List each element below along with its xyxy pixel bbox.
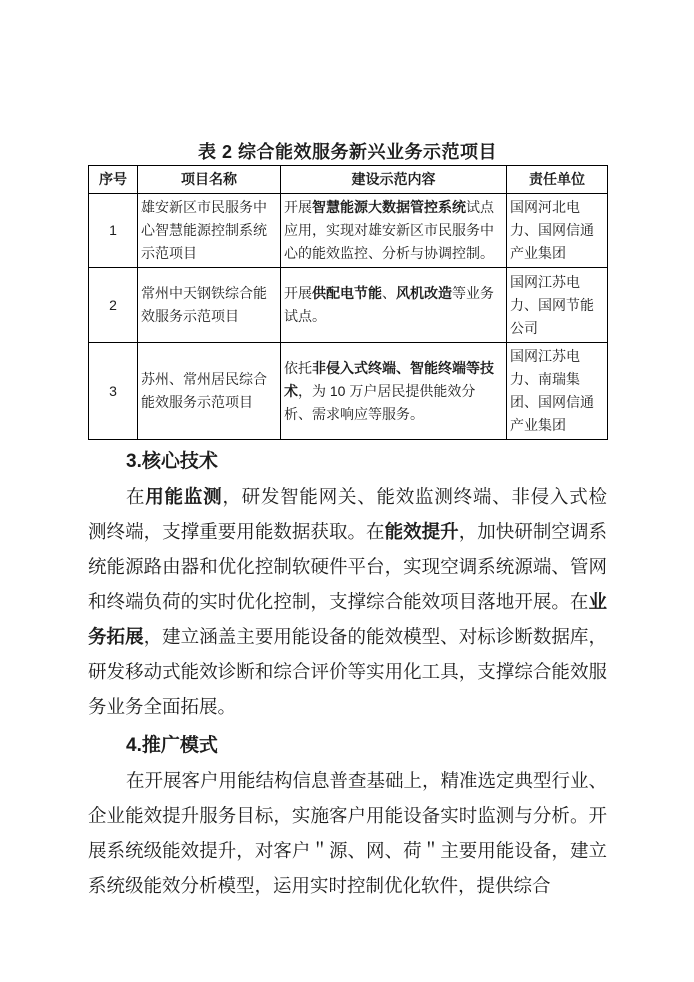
- plain-text: 在: [126, 486, 146, 507]
- table-header-row: [89, 166, 608, 194]
- plain-text: ，建立涵盖主要用能设备的能效模型、对标诊断数据库，研发移动式能效诊断和综合评价等实用化工具，支撑综合能效服务业务全面拓展。: [88, 626, 607, 717]
- column-header-content: 建设示范内容: [281, 166, 507, 194]
- emphasis-text: 供配电节能: [312, 285, 382, 301]
- cell-responsible-unit: 国网江苏电力、南瑞集团、国网信通产业集团: [507, 343, 608, 440]
- column-header-name: 项目名称: [138, 166, 281, 194]
- section-heading-promotion-model: 4.推广模式: [126, 735, 218, 756]
- cell-row-number: 2: [89, 268, 138, 343]
- column-header-unit: 责任单位: [507, 166, 608, 194]
- table-row: [89, 194, 608, 268]
- cell-row-number: 1: [89, 194, 138, 268]
- emphasis-text: 能效提升: [384, 521, 459, 542]
- table-caption: 表 2 综合能效服务新兴业务示范项目: [197, 142, 497, 162]
- cell-project-name: 雄安新区市民服务中心智慧能源控制系统示范项目: [138, 194, 281, 268]
- table-row: [89, 268, 608, 343]
- plain-text: 在开展客户用能结构信息普查基础上，精准选定典型行业、企业能效提升服务目标，实施客户用能设备实时监测与分析。开展系统级能效提升，对客户＂源、网、荷＂主要用能设备，建立系统级能效分析模型，运用实时控制优化软件，提供综合: [88, 770, 608, 896]
- plain-text: 开展: [284, 285, 312, 301]
- plain-text: 试点应用，实现对雄安新区市民服务中心的能效监控、分析与协调控制。: [284, 199, 494, 261]
- paragraph-core-technology: [88, 479, 607, 724]
- cell-project-content: [281, 343, 507, 440]
- plain-text: 、: [382, 285, 396, 301]
- plain-text: 开展: [284, 199, 312, 215]
- emphasis-text: 非侵入式终端、智能终端等技术: [284, 359, 494, 399]
- plain-text: ，加快研制空调系统能源路由器和优化控制软硬件平台，实现空调系统源端、管网和终端负荷的实时优化控制，支撑综合能效项目落地开展。在: [88, 521, 607, 612]
- cell-project-name: 苏州、常州居民综合能效服务示范项目: [138, 343, 281, 440]
- emphasis-text: 风机改造: [396, 285, 452, 301]
- cell-responsible-unit: 国网江苏电力、国网节能公司: [507, 268, 608, 343]
- section-heading-core-technology: 3.核心技术: [126, 451, 218, 472]
- cell-responsible-unit: 国网河北电力、国网信通产业集团: [507, 194, 608, 268]
- paragraph-promotion-model: [88, 763, 607, 903]
- plain-text: ，研发智能网关、能效监测终端、非侵入式检测终端，支撑重要用能数据获取。在: [88, 486, 607, 542]
- plain-text: ，为 10 万户居民提供能效分析、需求响应等服务。: [284, 382, 476, 422]
- demo-projects-table: [88, 165, 608, 440]
- cell-project-content: [281, 268, 507, 343]
- emphasis-text: 智慧能源大数据管控系统: [312, 199, 466, 215]
- cell-project-content: [281, 194, 507, 268]
- plain-text: 等业务试点。: [284, 285, 494, 324]
- cell-project-name: 常州中天钢铁综合能效服务示范项目: [138, 268, 281, 343]
- cell-row-number: 3: [89, 343, 138, 440]
- column-header-no: 序号: [89, 166, 138, 194]
- emphasis-text: 业务拓展: [88, 591, 607, 647]
- table-row: [89, 343, 608, 440]
- emphasis-text: 用能监测: [145, 486, 223, 507]
- plain-text: 依托: [284, 359, 312, 376]
